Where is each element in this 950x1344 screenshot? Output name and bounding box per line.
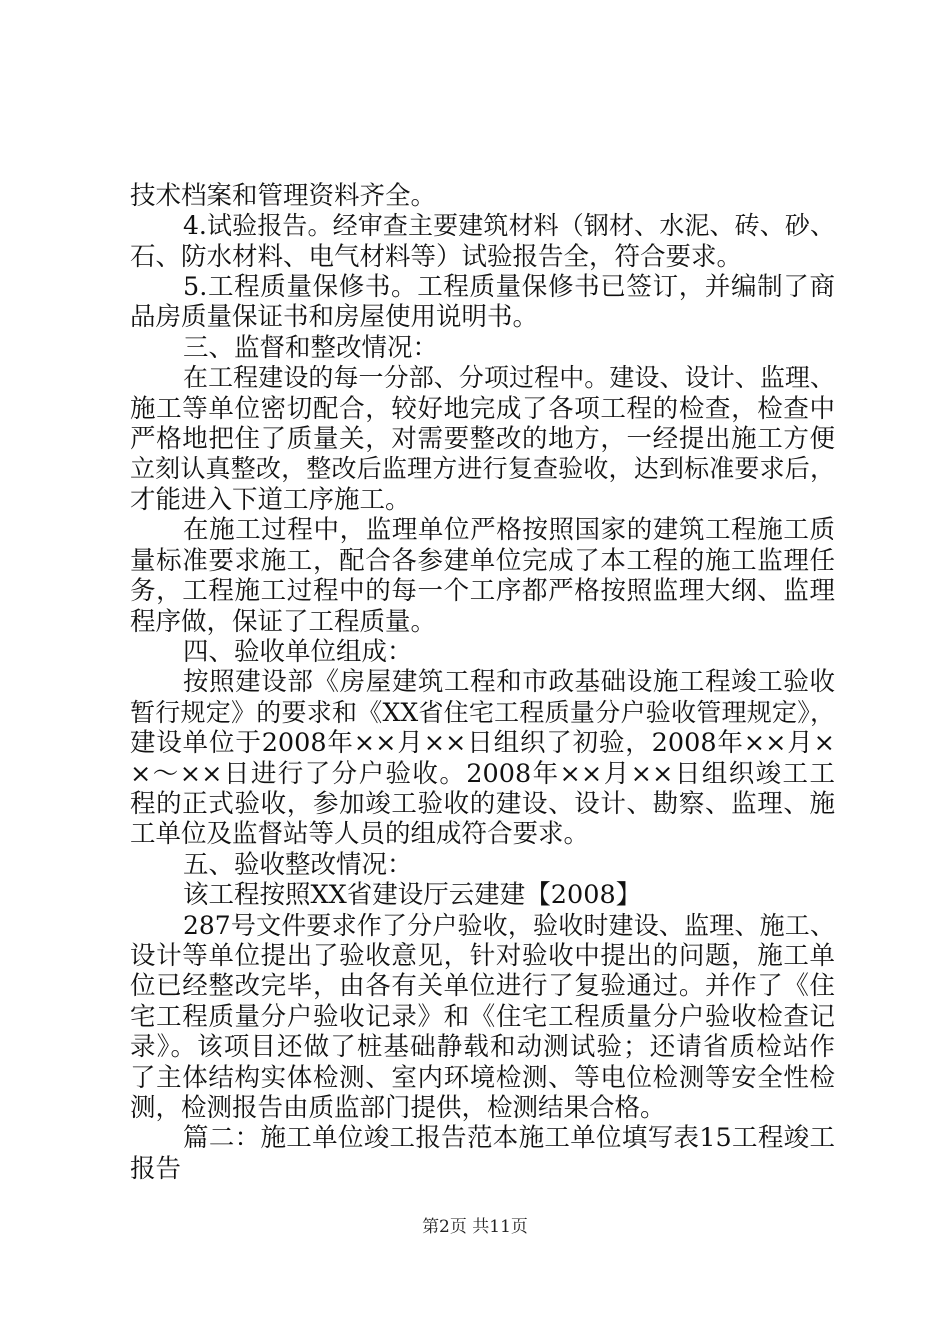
text-line: 4.试验报告。经审查主要建筑材料（钢材、水泥、砖、砂、	[183, 211, 835, 240]
text-line: ×～××日进行了分户验收。2008年××月××日组织竣工工	[130, 759, 835, 789]
text-line: 施工等单位密切配合，较好地完成了各项工程的检查，检查中	[130, 394, 835, 424]
text-line: 按照建设部《房屋建筑工程和市政基础设施工程竣工验收	[183, 667, 835, 697]
text-line: 设计等单位提出了验收意见，针对验收中提出的问题，施工单	[130, 941, 835, 971]
text-line: 了主体结构实体检测、室内环境检测、等电位检测等安全性检	[130, 1063, 835, 1093]
text-line: 宅工程质量分户验收记录》和《住宅工程质量分户验收检查记	[130, 1002, 835, 1032]
text-line: 建设单位于2008年××月××日组织了初验，2008年××月×	[130, 728, 835, 758]
text-line: 严格地把住了质量关，对需要整改的地方，一经提出施工方便	[130, 424, 835, 454]
text-line: 量标准要求施工，配合各参建单位完成了本工程的施工监理任	[130, 546, 835, 576]
text-line: 录》。该项目还做了桩基础静载和动测试验；还请省质检站作	[130, 1032, 835, 1062]
text-line: 立刻认真整改，整改后监理方进行复查验收，达到标准要求后，	[130, 454, 835, 483]
text-line: 在施工过程中，监理单位严格按照国家的建筑工程施工质	[183, 515, 835, 545]
text-line: 程序做，保证了工程质量。	[130, 607, 437, 637]
text-line: 在工程建设的每一分部、分项过程中。建设、设计、监理、	[183, 363, 835, 392]
text-line: 该工程按照XX省建设厅云建建【2008】	[183, 880, 642, 910]
text-line: 测，检测报告由质监部门提供，检测结果合格。	[130, 1093, 666, 1123]
text-line: 暂行规定》的要求和《XX省住宅工程质量分户验收管理规定》，	[130, 698, 835, 727]
section-heading: 三、监督和整改情况：	[183, 333, 439, 363]
section-heading: 四、验收单位组成：	[183, 637, 413, 667]
section-heading: 篇二：施工单位竣工报告范本施工单位填写表15工程竣工	[183, 1123, 835, 1153]
text-line: 才能进入下道工序施工。	[130, 485, 411, 515]
text-line: 工单位及监督站等人员的组成符合要求。	[130, 819, 590, 849]
text-line: 程的正式验收，参加竣工验收的建设、设计、勘察、监理、施	[130, 789, 835, 819]
section-heading: 五、验收整改情况：	[183, 850, 413, 880]
text-line: 务，工程施工过程中的每一个工序都严格按照监理大纲、监理	[130, 576, 835, 606]
text-line: 5.工程质量保修书。工程质量保修书已签订，并编制了商	[183, 272, 835, 302]
text-line: 品房质量保证书和房屋使用说明书。	[130, 302, 539, 332]
page-number-footer: 第2页 共11页	[422, 1217, 528, 1237]
text-line: 位已经整改完毕，由各有关单位进行了复验通过。并作了《住	[130, 971, 835, 1001]
text-line: 报告	[130, 1154, 182, 1184]
text-line: 石、防水材料、电气材料等）试验报告全，符合要求。	[130, 242, 743, 272]
text-line: 287号文件要求作了分户验收，验收时建设、监理、施工、	[183, 911, 835, 940]
text-line: 技术档案和管理资料齐全。	[130, 181, 437, 211]
